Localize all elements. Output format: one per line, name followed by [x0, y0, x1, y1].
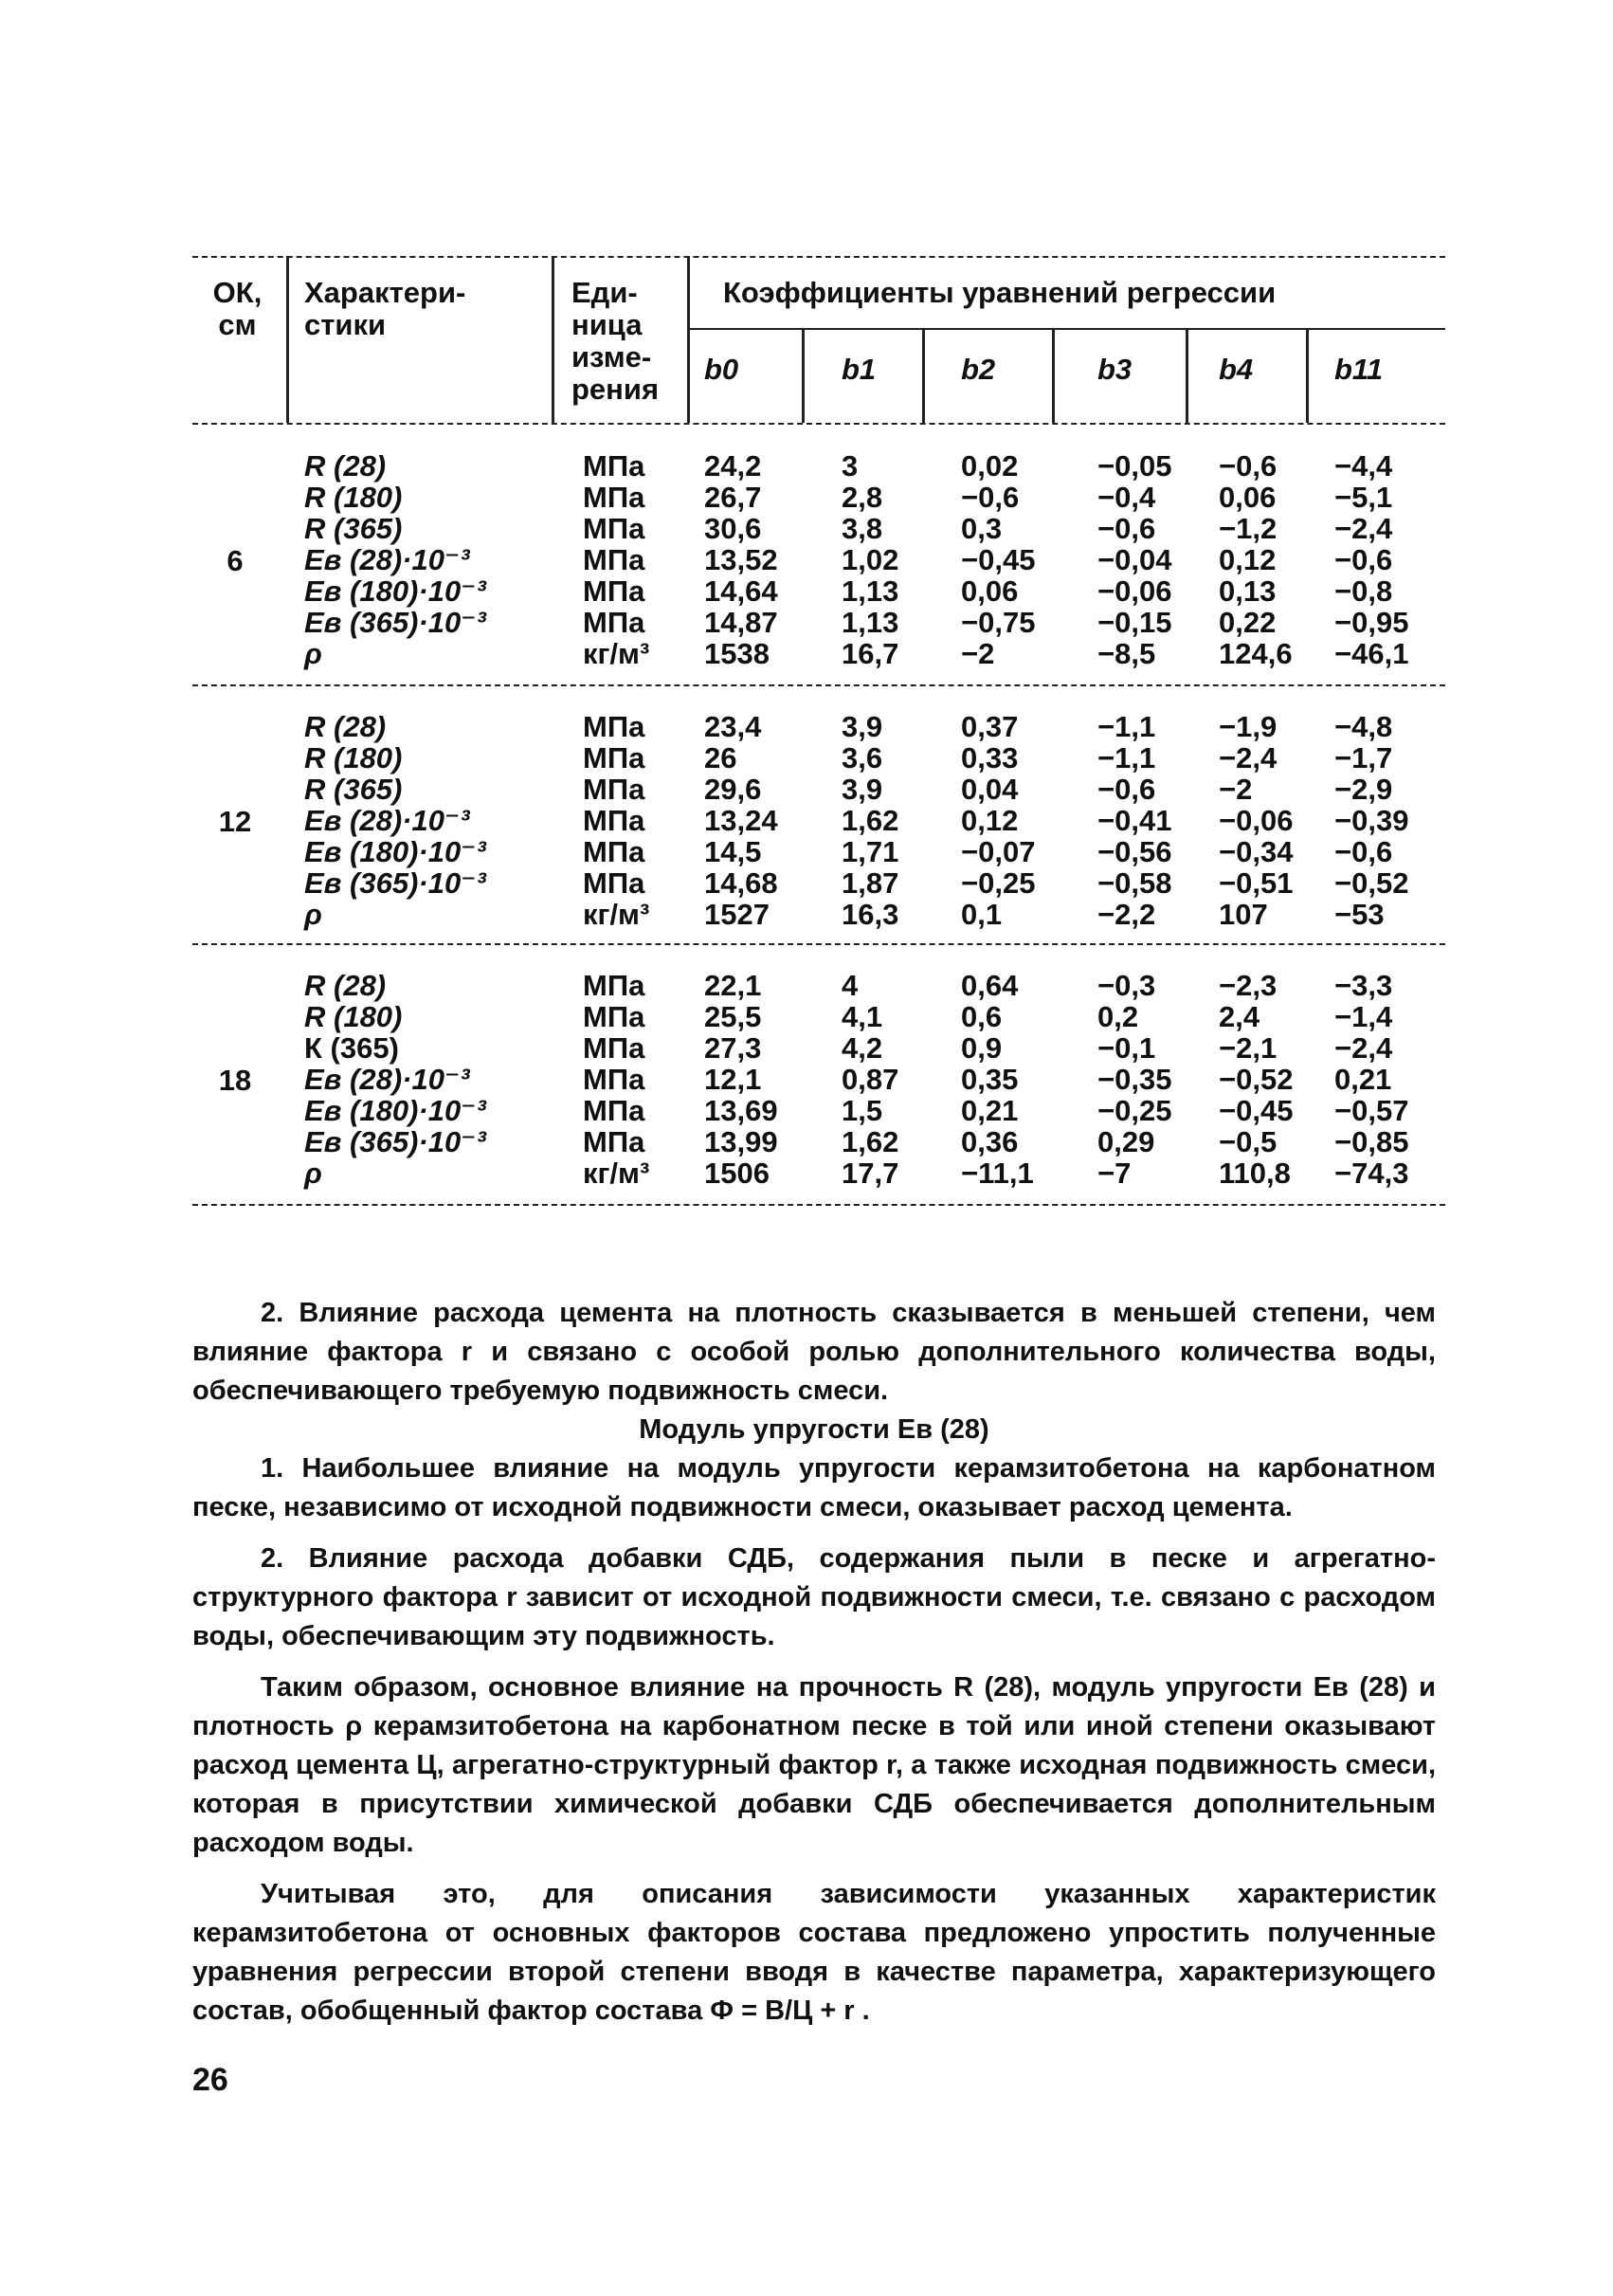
cell-char: R (180) [304, 481, 403, 514]
header-divider [1306, 328, 1309, 423]
paragraph: 1. Наибольшее влияние на модуль упругости керамзитобетона на карбонатном песке, независимо от исходной подвижности смеси, оказывает расход цемента. [192, 1453, 1436, 1522]
cell-b11: −1,4 [1334, 1000, 1393, 1033]
body-text [192, 1294, 1436, 2031]
cell-b11: −0,6 [1334, 543, 1393, 576]
table-row [192, 638, 1445, 669]
cell-char: R (365) [304, 512, 403, 545]
cell-b3: −0,4 [1097, 481, 1156, 514]
header-divider [286, 256, 289, 423]
cell-b11: −2,9 [1334, 773, 1393, 806]
cell-b11: −53 [1334, 898, 1385, 931]
cell-unit: МПа [583, 1031, 645, 1065]
cell-b2: 0,35 [961, 1063, 1019, 1096]
cell-b2: −0,07 [961, 835, 1036, 868]
cell-char: R (28) [304, 710, 387, 743]
cell-b3: −0,05 [1097, 449, 1172, 483]
header-b2: b2 [961, 353, 996, 386]
cell-b1: 16,7 [842, 637, 899, 670]
table-bottom-rule [192, 1204, 1445, 1206]
cell-b2: −0,75 [961, 606, 1036, 639]
cell-b1: 3,9 [842, 773, 883, 806]
cell-b2: 0,02 [961, 449, 1019, 483]
cell-b1: 4,2 [842, 1031, 883, 1065]
table-row [192, 607, 1445, 638]
cell-b0: 13,99 [704, 1125, 778, 1158]
cell-b4: −0,06 [1219, 804, 1294, 837]
cell-b3: −0,41 [1097, 804, 1172, 837]
cell-b2: 0,64 [961, 969, 1019, 1002]
table-row [192, 450, 1445, 482]
cell-b1: 3,8 [842, 512, 883, 545]
paragraph: 2. Влияние расхода цемента на плотность сказывается в меньшей степени, чем влияние фактора r и связано с особой ролью дополнительного количества воды, обеспечивающего требуемую подвижность смеси. [192, 1298, 1436, 1406]
group-rule [192, 684, 1445, 686]
cell-b4: −2,3 [1219, 969, 1278, 1002]
cell-unit: МПа [583, 710, 645, 743]
cell-char: Eв (180)·10⁻³ [304, 574, 486, 608]
cell-b1: 1,71 [842, 835, 899, 868]
cell-unit: МПа [583, 543, 645, 576]
table-row [192, 1032, 1445, 1064]
cell-char: К (365) [304, 1031, 399, 1065]
cell-b4: 0,22 [1219, 606, 1277, 639]
cell-b0: 14,87 [704, 606, 778, 639]
cell-b1: 1,62 [842, 1125, 899, 1158]
cell-char: R (28) [304, 969, 387, 1002]
table-row [192, 1095, 1445, 1126]
cell-b11: −0,8 [1334, 574, 1393, 608]
cell-b11: −4,8 [1334, 710, 1393, 743]
cell-b3: 0,29 [1097, 1125, 1155, 1158]
cell-b1: 1,62 [842, 804, 899, 837]
cell-b4: 110,8 [1219, 1157, 1291, 1190]
header-divider [552, 256, 554, 423]
cell-char: Eв (365)·10⁻³ [304, 1125, 486, 1158]
cell-b11: −0,85 [1334, 1125, 1409, 1158]
cell-b1: 1,02 [842, 543, 899, 576]
cell-b1: 1,5 [842, 1094, 883, 1127]
cell-unit: МПа [583, 449, 645, 483]
cell-b11: −0,57 [1334, 1094, 1409, 1127]
cell-b1: 3,9 [842, 710, 883, 743]
cell-b1: 2,8 [842, 481, 883, 514]
cell-b3: −0,6 [1097, 512, 1156, 545]
cell-unit: МПа [583, 741, 645, 774]
table-row [192, 867, 1445, 899]
cell-b1: 3,6 [842, 741, 883, 774]
cell-b2: 0,04 [961, 773, 1019, 806]
table-row [192, 482, 1445, 513]
cell-char: ρ [304, 1157, 322, 1190]
cell-b4: 0,06 [1219, 481, 1277, 514]
table-row [192, 774, 1445, 805]
cell-b4: 107 [1219, 898, 1268, 931]
cell-unit: МПа [583, 574, 645, 608]
table-row [192, 1064, 1445, 1095]
cell-char: R (365) [304, 773, 403, 806]
cell-char: Eв (365)·10⁻³ [304, 606, 486, 639]
cell-b3: −8,5 [1097, 637, 1156, 670]
cell-b11: 0,21 [1334, 1063, 1392, 1096]
header-ok: ОК, см [212, 276, 263, 341]
group-rule [192, 943, 1445, 945]
paragraph: Таким образом, основное влияние на прочность R (28), модуль упругости Eв (28) и плотность ρ керамзитобетона на карбонатном песке в той или иной степени оказывают расход цемента Ц, агрегатно-структурный фактор r, а также исходная подвижность смеси, которая в присутствии химической добавки СДБ обеспечивается дополнительным расходом воды. [192, 1672, 1436, 1858]
cell-b0: 14,68 [704, 866, 778, 900]
cell-b3: −0,35 [1097, 1063, 1172, 1096]
cell-b0: 13,24 [704, 804, 778, 837]
cell-b0: 1538 [704, 637, 770, 670]
cell-b4: −2,1 [1219, 1031, 1278, 1065]
cell-char: Eв (180)·10⁻³ [304, 835, 486, 868]
cell-b4: −0,6 [1219, 449, 1278, 483]
table-row [192, 1126, 1445, 1157]
cell-b1: 1,87 [842, 866, 899, 900]
cell-b4: −2,4 [1219, 741, 1278, 774]
header-b0: b0 [704, 353, 739, 386]
cell-b2: −0,6 [961, 481, 1020, 514]
cell-char: R (28) [304, 449, 387, 483]
cell-b4: −0,34 [1219, 835, 1294, 868]
cell-b2: −0,25 [961, 866, 1036, 900]
group-ok-value: 6 [227, 544, 244, 577]
cell-b0: 12,1 [704, 1063, 762, 1096]
section-heading: Модуль упругости Eв (28) [639, 1414, 989, 1445]
cell-b0: 1527 [704, 898, 770, 931]
cell-b1: 16,3 [842, 898, 899, 931]
cell-b11: −0,52 [1334, 866, 1409, 900]
cell-b0: 25,5 [704, 1000, 762, 1033]
cell-b2: −0,45 [961, 543, 1036, 576]
table-row [192, 805, 1445, 836]
cell-b4: −0,51 [1219, 866, 1294, 900]
cell-b3: 0,2 [1097, 1000, 1139, 1033]
cell-unit: МПа [583, 1125, 645, 1158]
cell-b0: 26,7 [704, 481, 762, 514]
cell-b1: 1,13 [842, 606, 899, 639]
cell-unit: МПа [583, 866, 645, 900]
header-unit: Еди-ница изме-рения [571, 276, 660, 406]
header-b11: b11 [1334, 353, 1384, 386]
cell-b2: 0,1 [961, 898, 1003, 931]
cell-unit: кг/м³ [583, 898, 650, 931]
cell-b0: 14,5 [704, 835, 762, 868]
table-row [192, 970, 1445, 1001]
cell-char: Eв (28)·10⁻³ [304, 1063, 470, 1096]
cell-b1: 4 [842, 969, 859, 1002]
cell-char: R (180) [304, 1000, 403, 1033]
cell-unit: МПа [583, 606, 645, 639]
cell-unit: МПа [583, 512, 645, 545]
cell-b0: 23,4 [704, 710, 762, 743]
header-divider [802, 328, 805, 423]
cell-b11: −0,39 [1334, 804, 1409, 837]
cell-b11: −4,4 [1334, 449, 1393, 483]
cell-unit: кг/м³ [583, 637, 650, 670]
cell-b11: −74,3 [1334, 1157, 1409, 1190]
cell-b0: 14,64 [704, 574, 778, 608]
cell-b3: −0,3 [1097, 969, 1156, 1002]
cell-b11: −0,95 [1334, 606, 1409, 639]
cell-b2: 0,9 [961, 1031, 1003, 1065]
cell-b0: 1506 [704, 1157, 770, 1190]
cell-char: Eв (180)·10⁻³ [304, 1094, 486, 1127]
cell-b2: 0,6 [961, 1000, 1003, 1033]
paragraph: 2. Влияние расхода добавки СДБ, содержания пыли в песке и агрегатно-структурного фактора r зависит от исходной подвижности смеси, т.е. связано с расходом воды, обеспечивающим эту подвижность. [192, 1543, 1436, 1651]
cell-unit: МПа [583, 773, 645, 806]
table-row [192, 836, 1445, 867]
group-ok-value: 12 [218, 805, 252, 838]
cell-b11: −5,1 [1334, 481, 1393, 514]
cell-b2: 0,33 [961, 741, 1019, 774]
cell-b2: 0,06 [961, 574, 1019, 608]
header-b4: b4 [1219, 353, 1254, 386]
cell-b0: 29,6 [704, 773, 762, 806]
header-characteristics: Характери-стики [304, 276, 466, 341]
cell-b3: −0,58 [1097, 866, 1172, 900]
cell-b11: −2,4 [1334, 1031, 1393, 1065]
cell-b4: −0,52 [1219, 1063, 1294, 1096]
cell-b3: −0,56 [1097, 835, 1172, 868]
header-coefficients: Коэффициенты уравнений регрессии [723, 276, 1277, 309]
page-number: 26 [192, 2062, 228, 2098]
table-row [192, 742, 1445, 774]
cell-unit: МПа [583, 1063, 645, 1096]
cell-b0: 24,2 [704, 449, 762, 483]
cell-b3: −0,04 [1097, 543, 1172, 576]
cell-char: ρ [304, 637, 322, 670]
cell-b4: −0,45 [1219, 1094, 1294, 1127]
cell-b1: 4,1 [842, 1000, 883, 1033]
header-b3: b3 [1097, 353, 1133, 386]
cell-b11: −0,6 [1334, 835, 1393, 868]
cell-b1: 17,7 [842, 1157, 899, 1190]
cell-b0: 22,1 [704, 969, 762, 1002]
cell-b4: −1,9 [1219, 710, 1278, 743]
cell-unit: МПа [583, 969, 645, 1002]
cell-b4: 124,6 [1219, 637, 1293, 670]
cell-b2: 0,3 [961, 512, 1003, 545]
cell-b2: 0,12 [961, 804, 1019, 837]
header-b1: b1 [842, 353, 877, 386]
cell-b0: 13,52 [704, 543, 778, 576]
table-row [192, 1001, 1445, 1032]
cell-b3: −0,25 [1097, 1094, 1172, 1127]
cell-b1: 1,13 [842, 574, 899, 608]
header-divider [1186, 328, 1188, 423]
cell-b3: −1,1 [1097, 710, 1156, 743]
header-divider [687, 256, 690, 423]
cell-b4: 2,4 [1219, 1000, 1260, 1033]
cell-b2: 0,36 [961, 1125, 1019, 1158]
table-row [192, 544, 1445, 575]
cell-b3: −0,1 [1097, 1031, 1156, 1065]
header-divider [1052, 328, 1055, 423]
paragraph: Учитывая это, для описания зависимости указанных характеристик керамзитобетона от основных факторов состава предложено упростить полученные уравнения регрессии второй степени вводя в качестве параметра, характеризующего состав, обобщенный фактор состава Ф = В/Ц + r . [192, 1879, 1436, 2026]
cell-char: Eв (28)·10⁻³ [304, 543, 470, 576]
cell-b3: −0,06 [1097, 574, 1172, 608]
cell-b3: −2,2 [1097, 898, 1156, 931]
cell-b1: 3 [842, 449, 859, 483]
cell-unit: МПа [583, 1000, 645, 1033]
cell-b0: 27,3 [704, 1031, 762, 1065]
cell-b2: 0,21 [961, 1094, 1019, 1127]
header-divider [922, 328, 925, 423]
cell-b4: −2 [1219, 773, 1253, 806]
table-top-rule [192, 256, 1445, 258]
cell-b0: 26 [704, 741, 737, 774]
header-bottom-rule [192, 423, 1445, 425]
cell-b3: −0,15 [1097, 606, 1172, 639]
cell-b2: −2 [961, 637, 995, 670]
table-row [192, 711, 1445, 742]
cell-b0: 30,6 [704, 512, 762, 545]
table-row [192, 899, 1445, 930]
cell-b4: −0,5 [1219, 1125, 1278, 1158]
cell-b2: −11,1 [961, 1157, 1034, 1190]
cell-b11: −46,1 [1334, 637, 1409, 670]
cell-b4: −1,2 [1219, 512, 1278, 545]
table-row [192, 513, 1445, 544]
cell-b11: −2,4 [1334, 512, 1393, 545]
cell-unit: МПа [583, 1094, 645, 1127]
cell-unit: МПа [583, 481, 645, 514]
cell-b11: −1,7 [1334, 741, 1393, 774]
cell-unit: МПа [583, 835, 645, 868]
cell-b3: −0,6 [1097, 773, 1156, 806]
cell-b1: 0,87 [842, 1063, 899, 1096]
coef-header-rule [687, 328, 1445, 330]
cell-b4: 0,13 [1219, 574, 1277, 608]
cell-char: Eв (28)·10⁻³ [304, 804, 470, 837]
cell-char: Eв (365)·10⁻³ [304, 866, 486, 900]
cell-unit: МПа [583, 804, 645, 837]
table-row [192, 575, 1445, 607]
cell-b0: 13,69 [704, 1094, 778, 1127]
table-row [192, 1157, 1445, 1189]
cell-b11: −3,3 [1334, 969, 1393, 1002]
cell-char: ρ [304, 898, 322, 931]
cell-b3: −1,1 [1097, 741, 1156, 774]
cell-char: R (180) [304, 741, 403, 774]
cell-unit: кг/м³ [583, 1157, 650, 1190]
group-ok-value: 18 [218, 1064, 252, 1097]
cell-b3: −7 [1097, 1157, 1132, 1190]
cell-b2: 0,37 [961, 710, 1019, 743]
cell-b4: 0,12 [1219, 543, 1277, 576]
